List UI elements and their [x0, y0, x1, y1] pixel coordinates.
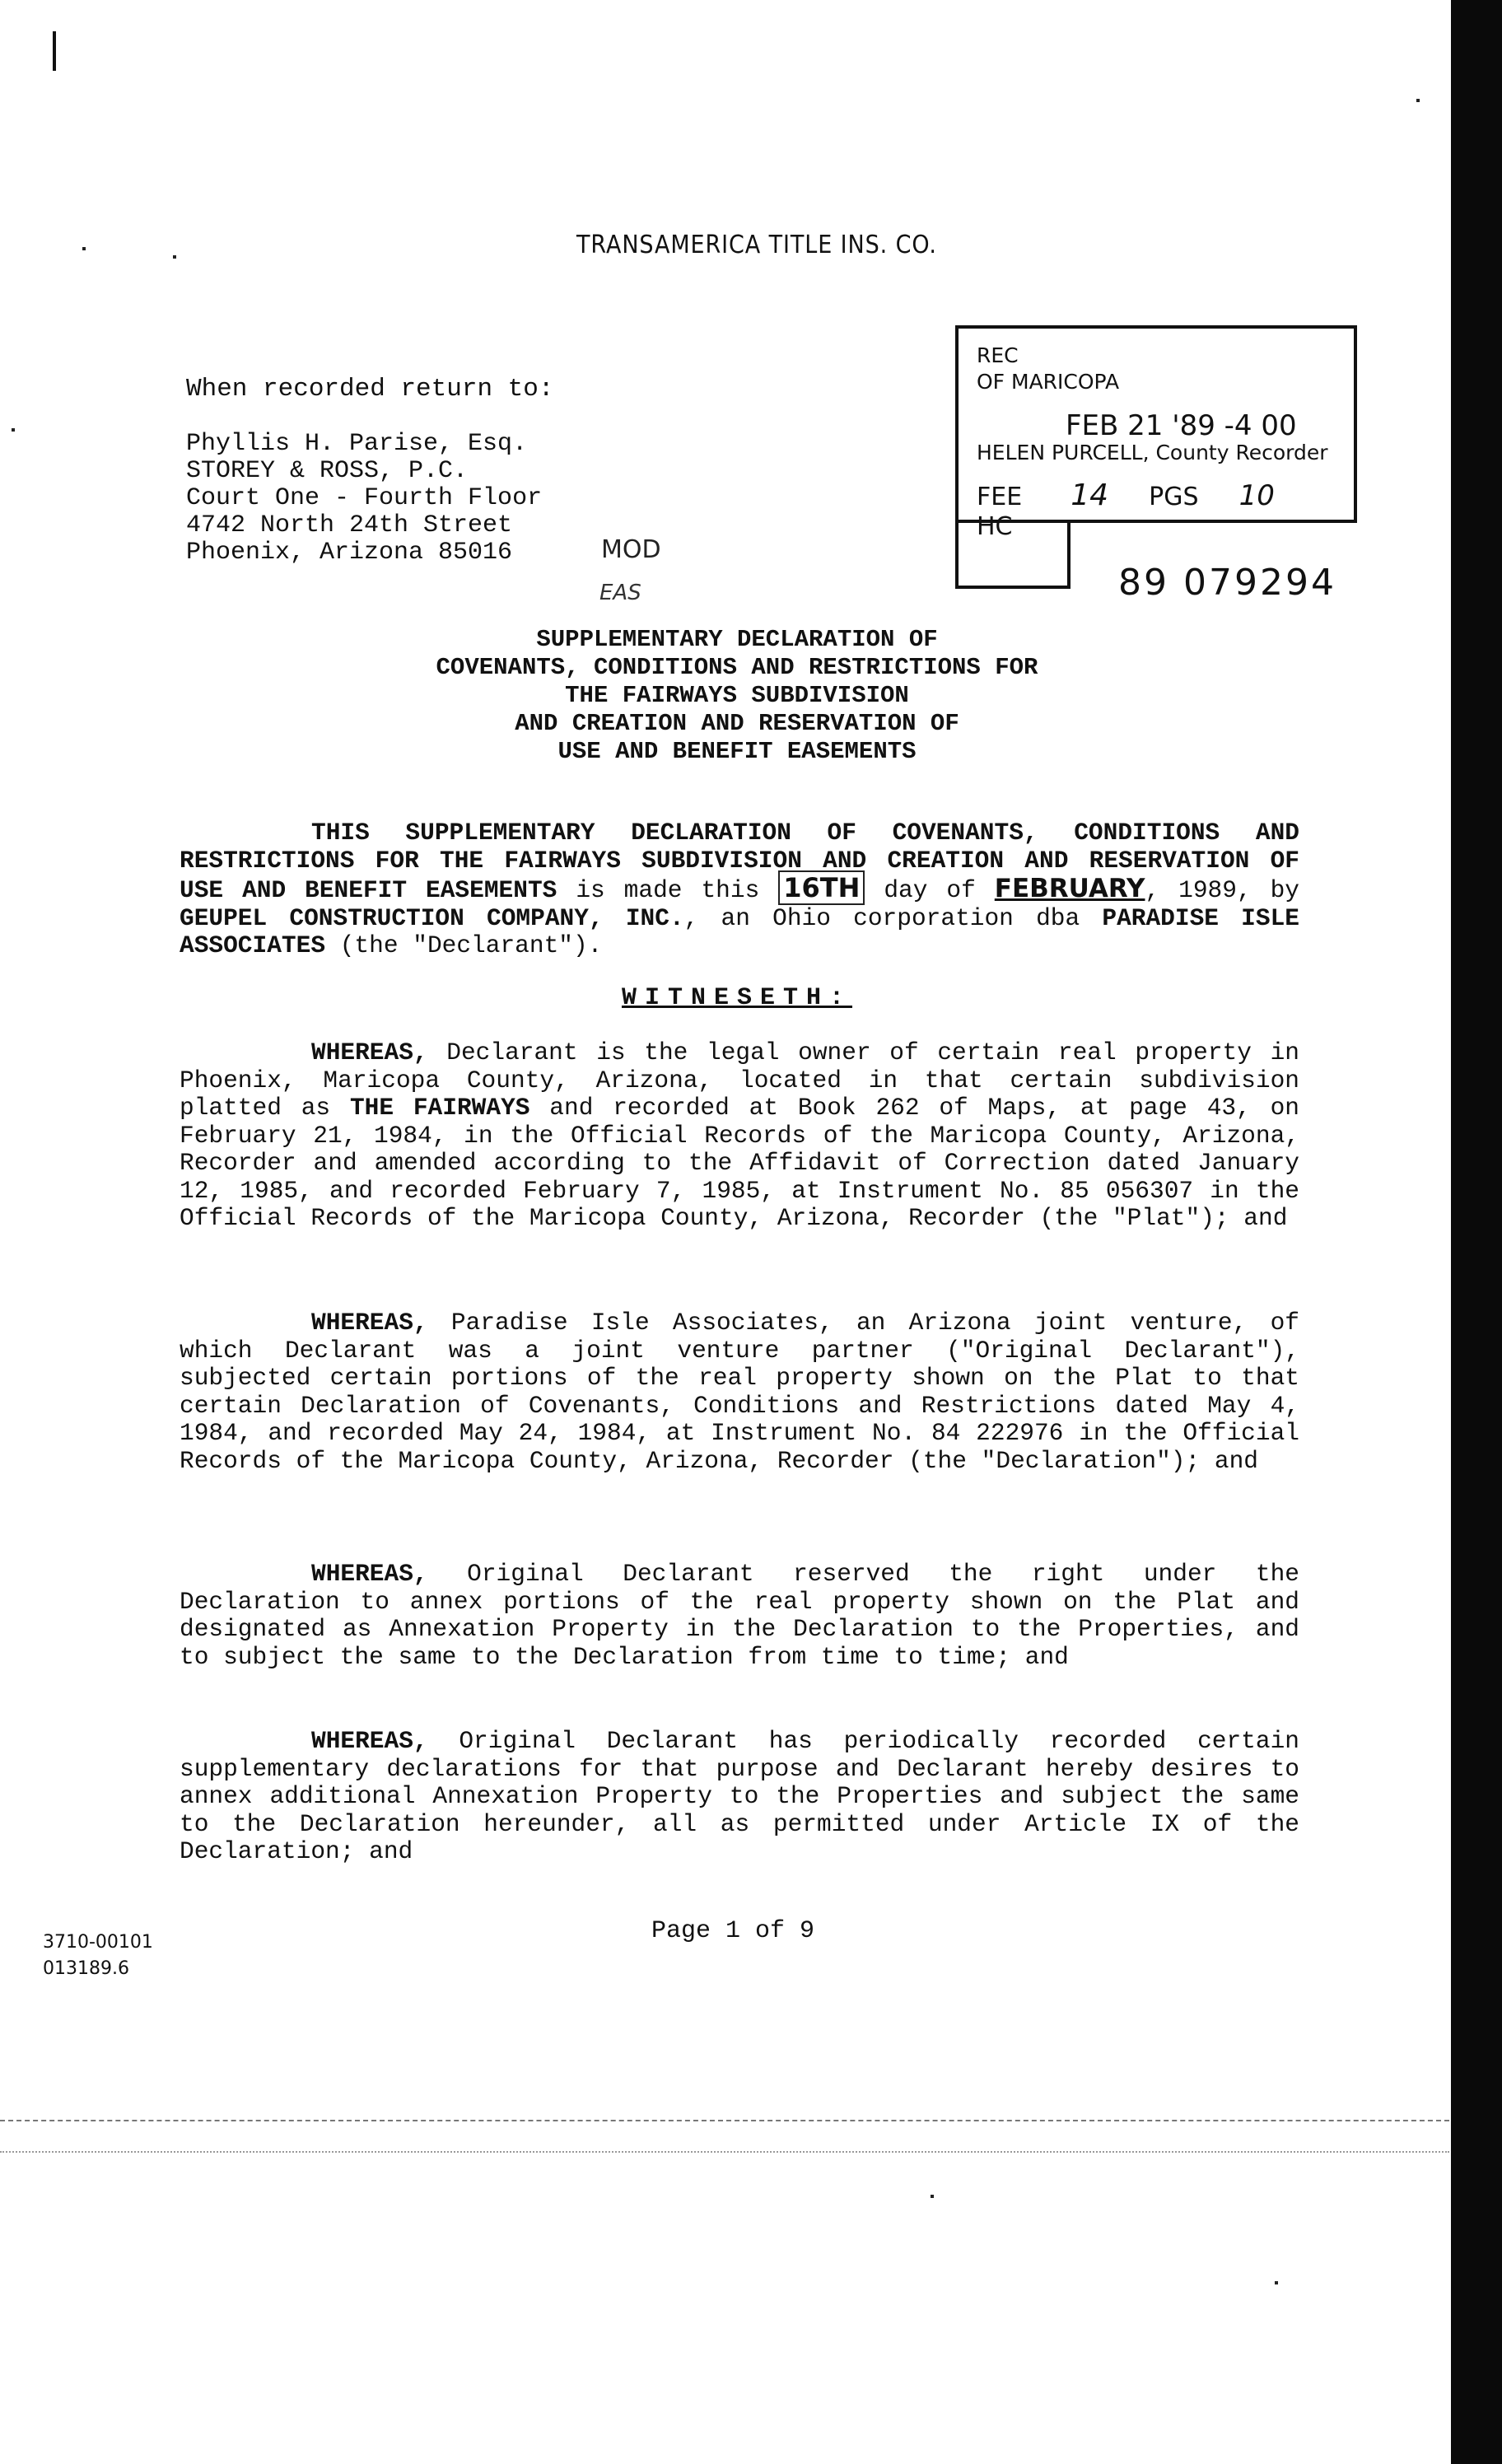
- recorder-stamp-line: REC: [977, 343, 1019, 367]
- eas-stamp: EAS: [599, 581, 641, 605]
- paragraph-text: Paradise Isle Associates, an Arizona joint venture, of which Declarant was a joint venture partner ("Original Declarant"), subjected certain portions of the real property shown on the Plat to that certain Declaration of Covenants, Conditions and Restrictions dated May 4, 1984, and recorded May 24, 1984, at Instrument No. 84 222976 in the Official Records of the Maricopa County, Arizona, Recorder (the "Declaration"); and: [180, 1309, 1299, 1475]
- return-address-line: Court One - Fourth Floor: [186, 484, 543, 512]
- intro-text: (the "Declarant").: [325, 931, 603, 959]
- paragraph-text: and recorded at Book 262 of Maps, at page 43, on February 21, 1984, in the Official Records of the Maricopa County, Arizona, Recorder and amended according to the Affidavit of Correction dated January 12, 1985, and recorded February 7, 1985, at Instrument No. 85 056307 in the Official Records of the Maricopa County, Arizona, Recorder (the "Plat"); and: [180, 1094, 1300, 1232]
- fee-label: FEE: [977, 483, 1023, 511]
- intro-text: , an Ohio corporation dba: [683, 903, 1103, 932]
- scan-speck: [12, 428, 15, 432]
- intro-text: , 1989, by: [1145, 876, 1300, 904]
- scan-speck: [1275, 2281, 1278, 2284]
- mod-stamp: MOD: [601, 535, 661, 564]
- scan-border: [1451, 0, 1502, 2464]
- scan-speck: [82, 247, 86, 250]
- whereas-paragraph: [180, 1039, 1299, 1233]
- intro-text: is made this: [557, 876, 779, 904]
- pgs-label: PGS: [1149, 483, 1199, 511]
- recorder-stamp-line: OF MARICOPA: [977, 370, 1120, 394]
- paragraph-text: Declarant is the legal owner of certain real property in Phoenix, Maricopa County, Arizona, located in that certain subdivision platted as: [180, 1038, 1299, 1122]
- intro-bold-title: THIS SUPPLEMENTARY DECLARATION OF COVENANTS, CONDITIONS AND RESTRICTIONS FOR THE FAIRWAYS SUBDIVISION AND CREATION AND RESERVATION OF USE AND BENEFIT EASEMENTS: [180, 819, 1299, 904]
- whereas-lead: WHEREAS,: [311, 1727, 428, 1755]
- document-title-line: USE AND BENEFIT EASEMENTS: [557, 738, 917, 765]
- whereas-lead: WHEREAS,: [311, 1309, 428, 1337]
- paragraph-bold: THE FAIRWAYS: [349, 1094, 530, 1122]
- handwritten-day: 16TH: [778, 870, 865, 905]
- fee-value: 14: [1071, 478, 1109, 512]
- scan-artifact-line: [0, 2151, 1449, 2153]
- stamp-box: [955, 523, 1071, 589]
- intro-text: day of: [865, 876, 995, 904]
- recorder-stamp-date: FEB 21 '89 -4 00: [1066, 409, 1297, 442]
- title-company-header: TRANSAMERICA TITLE INS. CO.: [576, 231, 937, 259]
- paragraph-text: Original Declarant has periodically recorded certain supplementary declarations for that purpose and Declarant hereby desires to annex additional Annexation Property to the Properties and subject the same to the Declaration hereunder, all as permitted under Article IX of the Declaration; and: [180, 1727, 1299, 1865]
- return-address-line: Phyllis H. Parise, Esq.: [186, 430, 528, 458]
- paragraph-text: Original Declarant reserved the right under the Declaration to annex portions of the real property shown on the Plat and designated as Annexation Property in the Declaration to the Properties, and to subject the same to the Declaration from time to time; and: [180, 1560, 1299, 1671]
- return-address-line: 4742 North 24th Street: [186, 511, 513, 539]
- document-title-line: COVENANTS, CONDITIONS AND RESTRICTIONS FOR: [436, 654, 1038, 681]
- intro-company: GEUPEL CONSTRUCTION COMPANY, INC.: [180, 903, 684, 932]
- handwritten-month: FEBRUARY: [994, 874, 1145, 903]
- pgs-value: 10: [1238, 479, 1275, 512]
- whereas-paragraph: [180, 1728, 1299, 1866]
- document-code: 013189.6: [43, 1958, 129, 1979]
- document-title-line: SUPPLEMENTARY DECLARATION OF: [536, 626, 938, 653]
- whereas-paragraph: [180, 1309, 1299, 1475]
- scan-speck: [1416, 99, 1420, 102]
- whereas-lead: WHEREAS,: [311, 1560, 428, 1588]
- recorder-stamp: [955, 325, 1357, 541]
- scan-speck: [173, 255, 176, 259]
- return-address-line: STOREY & ROSS, P.C.: [186, 457, 469, 485]
- recorder-stamp-recorder: HELEN PURCELL, County Recorder: [977, 441, 1328, 464]
- witnesseth-heading: WITNESETH:: [621, 984, 853, 1012]
- whereas-paragraph: [180, 1561, 1299, 1671]
- whereas-lead: WHEREAS,: [311, 1038, 428, 1066]
- intro-dba: PARADISE ISLE ASSOCIATES: [180, 903, 1299, 959]
- document-code: 3710-00101: [43, 1932, 153, 1953]
- page-number: Page 1 of 9: [651, 1917, 815, 1945]
- scan-speck: [931, 2195, 934, 2198]
- hc-label: HC: [977, 512, 1013, 541]
- document-title-line: AND CREATION AND RESERVATION OF: [515, 710, 959, 737]
- intro-paragraph: [180, 819, 1299, 960]
- return-address-line: Phoenix, Arizona 85016: [186, 539, 513, 567]
- scan-artifact-line: [0, 2120, 1449, 2121]
- document-number: 89 079294: [1118, 562, 1336, 604]
- scan-mark: [53, 31, 56, 71]
- return-to-label: When recorded return to:: [186, 375, 554, 404]
- document-title-line: THE FAIRWAYS SUBDIVISION: [565, 682, 909, 709]
